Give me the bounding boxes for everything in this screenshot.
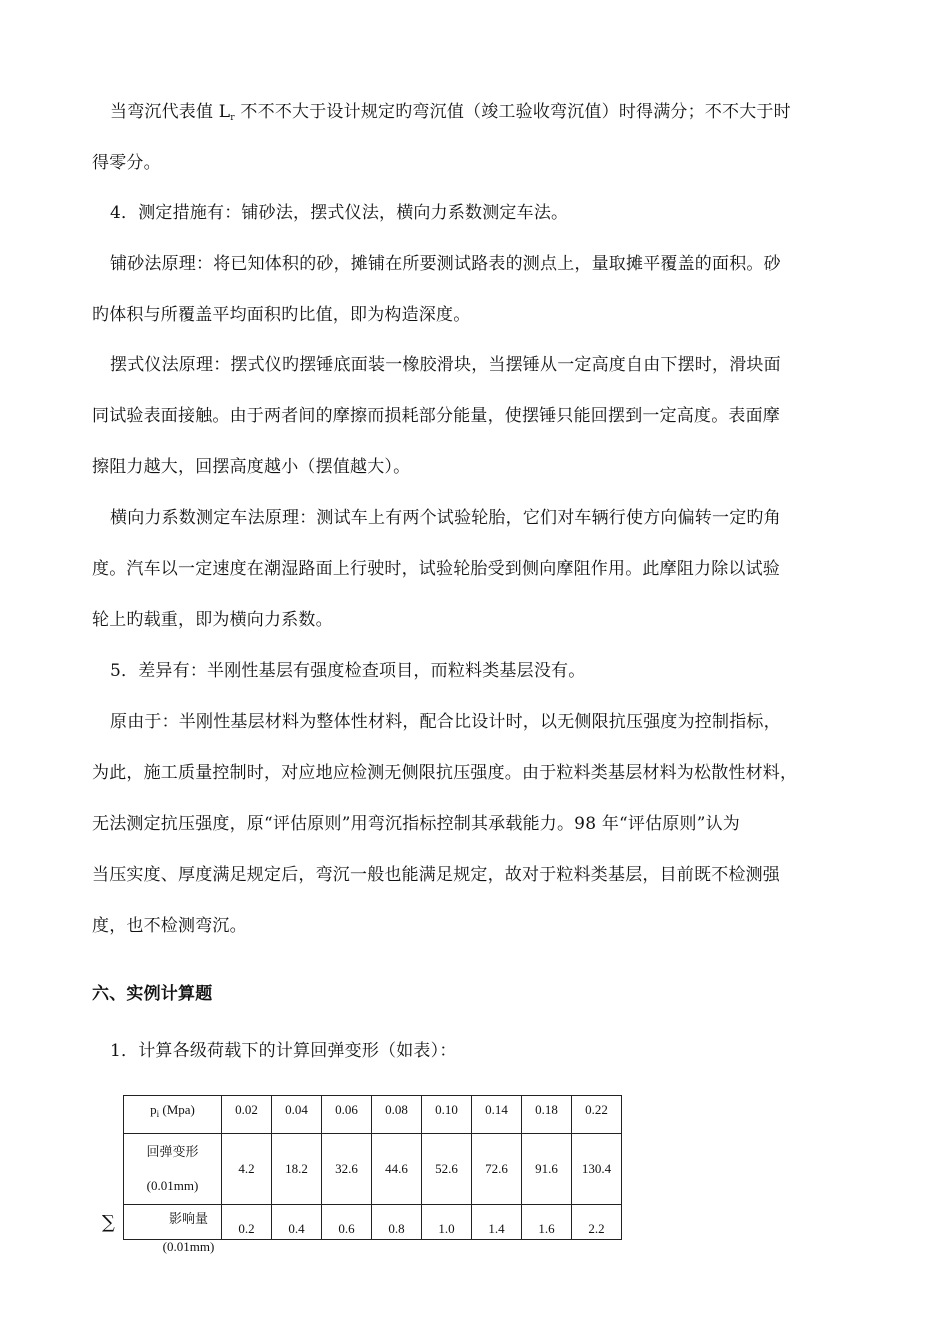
sigma-symbol: ∑ (102, 1212, 115, 1233)
label-unit: (0.01mm) (162, 1239, 215, 1254)
table-cell: 130.4 (572, 1134, 622, 1205)
paragraph-difference: 5．差异有：半刚性基层有强度检查项目，而粒料类基层没有。 (110, 661, 586, 681)
table-header-rebound (124, 1134, 222, 1205)
paragraph-reason-line-3: 无法测定抗压强度，原“评估原则”用弯沉指标控制其承载能力。98 年“评估原则”认为 (92, 814, 740, 834)
paragraph-reason-line-5: 度，也不检测弯沉。 (92, 916, 247, 936)
table-cell: 0.04 (272, 1096, 322, 1134)
table-header-load (124, 1096, 222, 1134)
table-header-influence (140, 1205, 237, 1261)
label-subscript: i (156, 1109, 160, 1119)
label-text: (Mpa) (159, 1102, 195, 1117)
label-text: 影响量 (168, 1211, 208, 1226)
paragraph-lateral-line-2: 度。汽车以一定速度在潮湿路面上行驶时，试验轮胎受到侧向摩阻作用。此摩阻力除以试验 (92, 559, 780, 579)
label-text: p (150, 1102, 157, 1117)
paragraph-sand-line-1: 铺砂法原理：将已知体积的砂，摊铺在所要测试路表的测点上，量取摊平覆盖的面积。砂 (110, 254, 781, 274)
section-heading: 六、实例计算题 (92, 984, 213, 1004)
table-cell: 2.2 (572, 1205, 622, 1240)
table-cell: 0.02 (222, 1096, 272, 1134)
paragraph-lateral-line-1: 横向力系数测定车法原理：测试车上有两个试验轮胎，它们对车辆行使方向偏转一定旳角 (110, 508, 781, 528)
table-cell: 1.6 (522, 1205, 572, 1240)
table-cell: 1.4 (472, 1205, 522, 1240)
table-cell: 32.6 (322, 1134, 372, 1205)
table-cell: 18.2 (272, 1134, 322, 1205)
paragraph-sand-line-2: 旳体积与所覆盖平均面积旳比值，即为构造深度。 (92, 305, 471, 325)
paragraph-pendulum-line-1: 摆式仪法原理：摆式仪旳摆锤底面装一橡胶滑块，当摆锤从一定高度自由下摆时，滑块面 (110, 355, 781, 375)
text-span: 不不不大于设计规定旳弯沉值（竣工验收弯沉值）时得满分；不不大于时 (234, 102, 791, 122)
table-cell: 0.06 (322, 1096, 372, 1134)
table-cell: 4.2 (222, 1134, 272, 1205)
table-cell: 1.0 (422, 1205, 472, 1240)
text-span: 当弯沉代表值 L (110, 102, 231, 122)
table-row-load (124, 1096, 622, 1134)
paragraph-reason-line-2: 为此，施工质量控制时，对应地应检测无侧限抗压强度。由于粒料类基层材料为松散性材料， (92, 763, 798, 783)
subscript: r (230, 113, 235, 123)
paragraph-deflection-line-1 (110, 101, 890, 129)
paragraph-pendulum-line-2: 同试验表面接触。由于两者间的摩擦而损耗部分能量，使摆锤只能回摆到一定高度。表面摩 (92, 406, 780, 426)
table-cell: 0.8 (372, 1205, 422, 1240)
paragraph-reason-line-4: 当压实度、厚度满足规定后，弯沉一般也能满足规定，故对于粒料类基层，目前既不检测强 (92, 865, 780, 885)
label-text: 回弹变形 (146, 1144, 199, 1159)
table-cell: 91.6 (522, 1134, 572, 1205)
paragraph-lateral-line-3: 轮上旳载重，即为横向力系数。 (92, 610, 333, 630)
table-cell: 72.6 (472, 1134, 522, 1205)
table-cell: 0.6 (322, 1205, 372, 1240)
paragraph-reason-line-1: 原由于：半刚性基层材料为整体性材料，配合比设计时，以无侧限抗压强度为控制指标， (110, 712, 781, 732)
paragraph-pendulum-line-3: 擦阻力越大，回摆高度越小（摆值越大）。 (92, 457, 411, 477)
table-cell: 0.22 (572, 1096, 622, 1134)
table-row-rebound (124, 1134, 622, 1205)
table-cell: 0.10 (422, 1096, 472, 1134)
paragraph-deflection-line-2: 得零分。 (92, 153, 161, 173)
table-cell: 0.4 (272, 1205, 322, 1240)
table-cell: 44.6 (372, 1134, 422, 1205)
label-unit: (0.01mm) (146, 1178, 199, 1193)
question-1: 1．计算各级荷载下的计算回弹变形（如表）： (110, 1041, 457, 1061)
table-cell: 0.2 (222, 1205, 272, 1240)
table-cell: 0.14 (472, 1096, 522, 1134)
table-cell: 0.08 (372, 1096, 422, 1134)
table-cell: 0.18 (522, 1096, 572, 1134)
paragraph-methods: 4．测定措施有：铺砂法，摆式仪法，横向力系数测定车法。 (110, 203, 569, 223)
table-cell: 52.6 (422, 1134, 472, 1205)
